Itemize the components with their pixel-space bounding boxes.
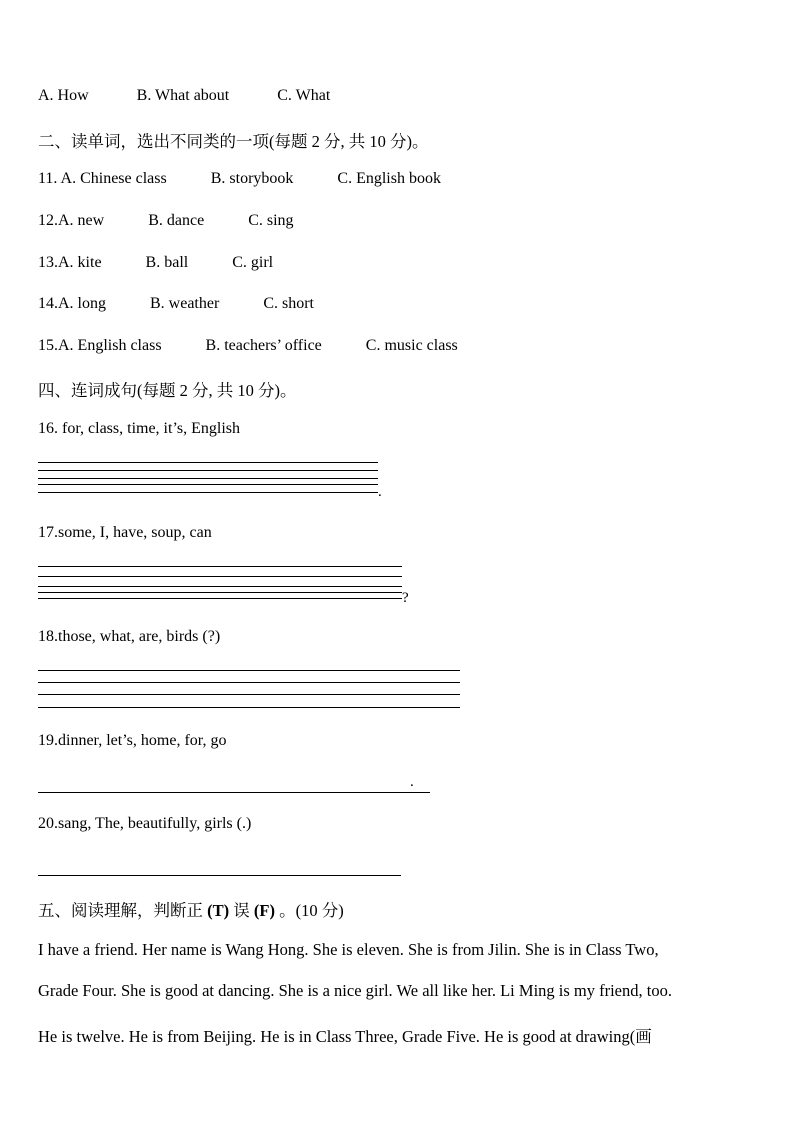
q16-answer-line bbox=[38, 470, 378, 471]
q13-number: 13 bbox=[38, 254, 54, 271]
question-19 bbox=[38, 732, 226, 750]
q12-option-c: C. sing bbox=[248, 212, 294, 229]
q10-option-b: B. What about bbox=[136, 87, 230, 104]
q11-option-c: C. English book bbox=[337, 170, 441, 187]
q14-option-c: C. short bbox=[263, 295, 314, 312]
question-16 bbox=[38, 420, 240, 438]
section-4-heading: 四、连词成句(每题 2 分, 共 10 分)。 bbox=[38, 381, 297, 400]
q16-answer-line bbox=[38, 478, 378, 479]
question-18 bbox=[38, 628, 220, 646]
q17-answer-line bbox=[38, 598, 402, 599]
q13-option-c: C. girl bbox=[232, 254, 274, 271]
q10-options bbox=[38, 87, 330, 105]
q16-answer-line bbox=[38, 484, 378, 485]
false-marker: (F) bbox=[253, 901, 275, 920]
q11-number: 11 bbox=[38, 170, 54, 187]
q16-answer-line bbox=[38, 462, 378, 463]
q15-option-b: B. teachers’ office bbox=[205, 337, 322, 354]
q16-end-mark: . bbox=[378, 484, 382, 500]
q17-words: .some, I, have, soup, can bbox=[54, 524, 212, 541]
q15-option-c: C. music class bbox=[365, 337, 458, 354]
q15-number: 15 bbox=[38, 337, 54, 354]
section-5-heading bbox=[38, 897, 344, 921]
section-5-heading-part-a: 五、阅读理解，判断正 bbox=[38, 901, 208, 920]
question-11 bbox=[38, 170, 441, 188]
q14-option-a: .A. long bbox=[54, 295, 106, 312]
q13-option-b: B. ball bbox=[145, 254, 189, 271]
section-5-heading-part-c: 。(10 分) bbox=[274, 901, 344, 920]
question-14 bbox=[38, 295, 314, 313]
q18-answer-line bbox=[38, 670, 460, 671]
q10-option-a: A. How bbox=[38, 87, 89, 104]
q15-option-a: .A. English class bbox=[54, 337, 162, 354]
q19-answer-line bbox=[38, 792, 430, 793]
q14-number: 14 bbox=[38, 295, 54, 312]
q19-end-mark: . bbox=[410, 774, 414, 790]
section-2-heading: 二、读单词，选出不同类的一项(每题 2 分, 共 10 分)。 bbox=[38, 132, 429, 151]
passage-line: Grade Four. She is good at dancing. She is a nice girl. We all like her. Li Ming is my friend, too. bbox=[38, 981, 672, 1000]
q12-option-a: .A. new bbox=[54, 212, 105, 229]
q20-number: 20 bbox=[38, 815, 54, 832]
q18-answer-line bbox=[38, 682, 460, 683]
q17-answer-line bbox=[38, 586, 402, 587]
q16-answer-line bbox=[38, 492, 378, 493]
q17-end-mark: ? bbox=[402, 590, 409, 606]
q18-number: 18 bbox=[38, 628, 54, 645]
q13-option-a: .A. kite bbox=[54, 254, 102, 271]
question-17 bbox=[38, 524, 212, 542]
q20-words: .sang, The, beautifully, girls (.) bbox=[54, 815, 252, 832]
q10-option-c: C. What bbox=[277, 87, 331, 104]
q18-answer-line bbox=[38, 707, 460, 708]
q20-answer-line bbox=[38, 875, 401, 876]
q16-words: . for, class, time, it’s, English bbox=[54, 420, 241, 437]
q17-answer-line bbox=[38, 566, 402, 567]
q17-number: 17 bbox=[38, 524, 54, 541]
question-20 bbox=[38, 815, 251, 833]
question-13 bbox=[38, 254, 273, 272]
q16-number: 16 bbox=[38, 420, 54, 437]
q18-answer-line bbox=[38, 694, 460, 695]
q18-words: .those, what, are, birds (?) bbox=[54, 628, 221, 645]
q14-option-b: B. weather bbox=[150, 295, 220, 312]
section-5-heading-part-b: 误 bbox=[229, 901, 254, 920]
q17-answer-line bbox=[38, 576, 402, 577]
true-marker: (T) bbox=[207, 901, 230, 920]
passage-line: He is twelve. He is from Beijing. He is in Class Three, Grade Five. He is good at drawing(画 bbox=[38, 1027, 652, 1046]
q17-answer-line bbox=[38, 592, 402, 593]
q12-option-b: B. dance bbox=[148, 212, 205, 229]
q19-number: 19 bbox=[38, 732, 54, 749]
passage-line: I have a friend. Her name is Wang Hong. She is eleven. She is from Jilin. She is in Class Two, bbox=[38, 940, 659, 959]
question-15 bbox=[38, 337, 458, 355]
q11-option-b: B. storybook bbox=[210, 170, 294, 187]
q19-words: .dinner, let’s, home, for, go bbox=[54, 732, 227, 749]
q12-number: 12 bbox=[38, 212, 54, 229]
q11-option-a: . A. Chinese class bbox=[53, 170, 167, 187]
question-12 bbox=[38, 212, 294, 230]
